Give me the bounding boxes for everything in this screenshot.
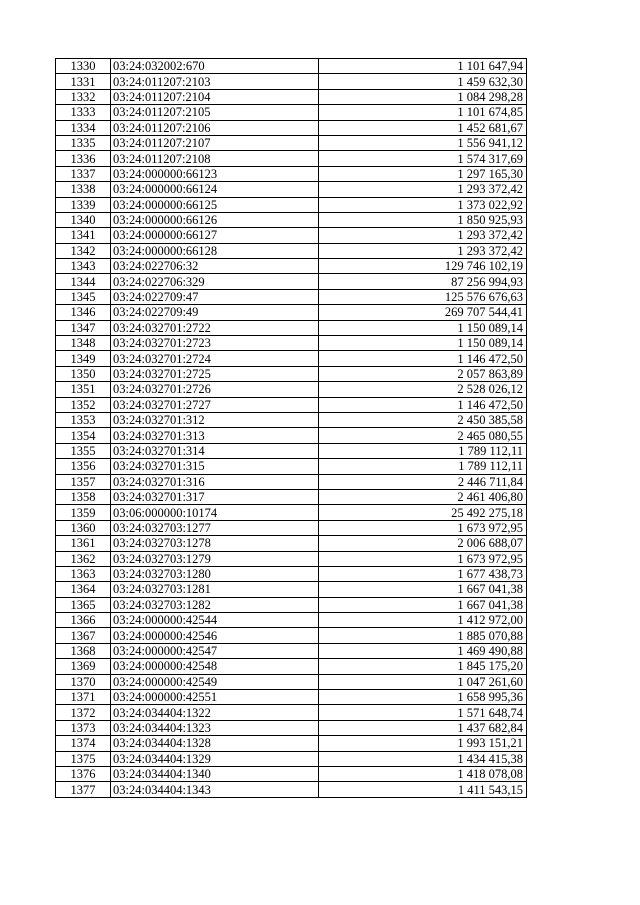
row-number-cell: 1346	[56, 305, 111, 320]
row-number-cell: 1352	[56, 397, 111, 412]
table-row	[56, 351, 527, 366]
row-number-cell: 1366	[56, 613, 111, 628]
cadastral-value-cell: 1 101 674,85	[319, 105, 527, 120]
table-row	[56, 320, 527, 335]
cadastral-number-cell: 03:24:000000:42544	[111, 613, 319, 628]
table-row	[56, 336, 527, 351]
table-row	[56, 412, 527, 427]
cadastral-number-cell: 03:24:000000:66124	[111, 182, 319, 197]
row-number-cell: 1339	[56, 197, 111, 212]
table-row	[56, 166, 527, 181]
row-number-cell: 1334	[56, 120, 111, 135]
cadastral-number-cell: 03:24:011207:2103	[111, 74, 319, 89]
row-number-cell: 1357	[56, 474, 111, 489]
row-number-cell: 1368	[56, 643, 111, 658]
table-row	[56, 197, 527, 212]
table-row	[56, 705, 527, 720]
cadastral-number-cell: 03:24:032703:1281	[111, 582, 319, 597]
row-number-cell: 1333	[56, 105, 111, 120]
row-number-cell: 1377	[56, 782, 111, 797]
cadastral-number-cell: 03:24:000000:42547	[111, 643, 319, 658]
cadastral-value-cell: 1 101 647,94	[319, 59, 527, 74]
cadastral-value-cell: 1 574 317,69	[319, 151, 527, 166]
cadastral-number-cell: 03:24:011207:2106	[111, 120, 319, 135]
row-number-cell: 1354	[56, 428, 111, 443]
cadastral-number-cell: 03:24:032701:315	[111, 459, 319, 474]
row-number-cell: 1351	[56, 382, 111, 397]
cadastral-value-cell: 1 373 022,92	[319, 197, 527, 212]
row-number-cell: 1373	[56, 720, 111, 735]
cadastral-number-cell: 03:24:032701:2723	[111, 336, 319, 351]
cadastral-number-cell: 03:24:032703:1278	[111, 536, 319, 551]
cadastral-value-cell: 1 571 648,74	[319, 705, 527, 720]
cadastral-value-cell: 1 885 070,88	[319, 628, 527, 643]
row-number-cell: 1335	[56, 135, 111, 150]
table-row	[56, 520, 527, 535]
cadastral-value-cell: 1 150 089,14	[319, 336, 527, 351]
cadastral-value-cell: 2 461 406,80	[319, 489, 527, 504]
cadastral-number-cell: 03:24:032701:313	[111, 428, 319, 443]
table-row	[56, 628, 527, 643]
cadastral-number-cell: 03:24:000000:66123	[111, 166, 319, 181]
cadastral-value-cell: 1 146 472,50	[319, 397, 527, 412]
cadastral-value-cell: 1 993 151,21	[319, 736, 527, 751]
cadastral-number-cell: 03:24:022706:329	[111, 274, 319, 289]
table-row	[56, 305, 527, 320]
cadastral-value-cell: 1 789 112,11	[319, 459, 527, 474]
cadastral-number-cell: 03:24:000000:66125	[111, 197, 319, 212]
row-number-cell: 1374	[56, 736, 111, 751]
cadastral-value-cell: 1 658 995,36	[319, 690, 527, 705]
row-number-cell: 1362	[56, 551, 111, 566]
cadastral-number-cell: 03:24:032703:1280	[111, 566, 319, 581]
row-number-cell: 1330	[56, 59, 111, 74]
cadastral-value-cell: 269 707 544,41	[319, 305, 527, 320]
row-number-cell: 1347	[56, 320, 111, 335]
table-row	[56, 536, 527, 551]
table-row	[56, 474, 527, 489]
cadastral-value-cell: 1 667 041,38	[319, 597, 527, 612]
row-number-cell: 1348	[56, 336, 111, 351]
cadastral-value-cell: 25 492 275,18	[319, 505, 527, 520]
row-number-cell: 1358	[56, 489, 111, 504]
table-row	[56, 212, 527, 227]
row-number-cell: 1350	[56, 366, 111, 381]
row-number-cell: 1353	[56, 412, 111, 427]
table-row	[56, 120, 527, 135]
cadastral-value-cell: 2 450 385,58	[319, 412, 527, 427]
row-number-cell: 1369	[56, 659, 111, 674]
cadastral-number-cell: 03:24:000000:66126	[111, 212, 319, 227]
row-number-cell: 1343	[56, 259, 111, 274]
cadastral-value-cell: 1 673 972,95	[319, 551, 527, 566]
cadastral-number-cell: 03:24:032701:312	[111, 412, 319, 427]
cadastral-value-cell: 2 006 688,07	[319, 536, 527, 551]
table-row	[56, 89, 527, 104]
cadastral-value-table	[55, 58, 527, 798]
cadastral-value-cell: 1 293 372,42	[319, 182, 527, 197]
cadastral-number-cell: 03:24:011207:2105	[111, 105, 319, 120]
table-row	[56, 690, 527, 705]
table-row	[56, 489, 527, 504]
row-number-cell: 1355	[56, 443, 111, 458]
cadastral-number-cell: 03:24:011207:2107	[111, 135, 319, 150]
table-row	[56, 659, 527, 674]
cadastral-value-cell: 2 528 026,12	[319, 382, 527, 397]
cadastral-number-cell: 03:24:000000:42546	[111, 628, 319, 643]
cadastral-number-cell: 03:24:032701:2722	[111, 320, 319, 335]
cadastral-number-cell: 03:24:022706:32	[111, 259, 319, 274]
cadastral-value-cell: 1 437 682,84	[319, 720, 527, 735]
cadastral-value-cell: 125 576 676,63	[319, 289, 527, 304]
cadastral-number-cell: 03:24:032703:1279	[111, 551, 319, 566]
row-number-cell: 1359	[56, 505, 111, 520]
table-row	[56, 105, 527, 120]
table-row	[56, 151, 527, 166]
table-row	[56, 582, 527, 597]
row-number-cell: 1345	[56, 289, 111, 304]
cadastral-number-cell: 03:24:022709:49	[111, 305, 319, 320]
row-number-cell: 1331	[56, 74, 111, 89]
row-number-cell: 1344	[56, 274, 111, 289]
cadastral-number-cell: 03:24:032701:316	[111, 474, 319, 489]
cadastral-number-cell: 03:24:034404:1329	[111, 751, 319, 766]
cadastral-value-cell: 1 411 543,15	[319, 782, 527, 797]
table-row	[56, 643, 527, 658]
table-row	[56, 274, 527, 289]
cadastral-value-cell: 2 465 080,55	[319, 428, 527, 443]
table-body	[56, 59, 527, 798]
cadastral-number-cell: 03:24:011207:2108	[111, 151, 319, 166]
table-row	[56, 505, 527, 520]
row-number-cell: 1361	[56, 536, 111, 551]
table-row	[56, 736, 527, 751]
table-row	[56, 720, 527, 735]
cadastral-number-cell: 03:24:032701:2727	[111, 397, 319, 412]
cadastral-value-cell: 1 146 472,50	[319, 351, 527, 366]
row-number-cell: 1370	[56, 674, 111, 689]
table-row	[56, 182, 527, 197]
table-row	[56, 551, 527, 566]
table-row	[56, 751, 527, 766]
cadastral-value-cell: 87 256 994,93	[319, 274, 527, 289]
cadastral-value-cell: 1 667 041,38	[319, 582, 527, 597]
table-row	[56, 228, 527, 243]
table-row	[56, 459, 527, 474]
cadastral-number-cell: 03:24:032701:2725	[111, 366, 319, 381]
row-number-cell: 1372	[56, 705, 111, 720]
table-row	[56, 443, 527, 458]
table-row	[56, 289, 527, 304]
cadastral-value-cell: 2 446 711,84	[319, 474, 527, 489]
table-row	[56, 674, 527, 689]
cadastral-number-cell: 03:24:034404:1323	[111, 720, 319, 735]
table-row	[56, 59, 527, 74]
cadastral-value-cell: 1 150 089,14	[319, 320, 527, 335]
cadastral-value-cell: 2 057 863,89	[319, 366, 527, 381]
row-number-cell: 1375	[56, 751, 111, 766]
table-row	[56, 766, 527, 781]
row-number-cell: 1349	[56, 351, 111, 366]
cadastral-number-cell: 03:24:034404:1343	[111, 782, 319, 797]
row-number-cell: 1336	[56, 151, 111, 166]
row-number-cell: 1364	[56, 582, 111, 597]
cadastral-value-cell: 1 673 972,95	[319, 520, 527, 535]
row-number-cell: 1371	[56, 690, 111, 705]
cadastral-value-cell: 1 418 078,08	[319, 766, 527, 781]
table-row	[56, 382, 527, 397]
table-row	[56, 397, 527, 412]
cadastral-value-cell: 1 845 175,20	[319, 659, 527, 674]
cadastral-number-cell: 03:24:000000:42549	[111, 674, 319, 689]
cadastral-value-cell: 1 469 490,88	[319, 643, 527, 658]
cadastral-number-cell: 03:24:032701:314	[111, 443, 319, 458]
cadastral-number-cell: 03:24:000000:42548	[111, 659, 319, 674]
cadastral-number-cell: 03:24:032703:1277	[111, 520, 319, 535]
cadastral-number-cell: 03:24:034404:1328	[111, 736, 319, 751]
table-row	[56, 428, 527, 443]
cadastral-value-cell: 1 297 165,30	[319, 166, 527, 181]
cadastral-value-cell: 1 459 632,30	[319, 74, 527, 89]
row-number-cell: 1340	[56, 212, 111, 227]
cadastral-value-cell: 1 850 925,93	[319, 212, 527, 227]
cadastral-number-cell: 03:24:000000:66127	[111, 228, 319, 243]
cadastral-number-cell: 03:24:032701:317	[111, 489, 319, 504]
row-number-cell: 1367	[56, 628, 111, 643]
row-number-cell: 1341	[56, 228, 111, 243]
cadastral-value-cell: 1 556 941,12	[319, 135, 527, 150]
cadastral-value-cell: 1 789 112,11	[319, 443, 527, 458]
table-row	[56, 613, 527, 628]
cadastral-number-cell: 03:24:032701:2724	[111, 351, 319, 366]
row-number-cell: 1337	[56, 166, 111, 181]
table-row	[56, 74, 527, 89]
row-number-cell: 1332	[56, 89, 111, 104]
cadastral-number-cell: 03:24:032002:670	[111, 59, 319, 74]
cadastral-value-cell: 1 084 298,28	[319, 89, 527, 104]
cadastral-value-cell: 1 434 415,38	[319, 751, 527, 766]
table-row	[56, 243, 527, 258]
cadastral-number-cell: 03:24:032703:1282	[111, 597, 319, 612]
table-row	[56, 366, 527, 381]
cadastral-number-cell: 03:24:034404:1340	[111, 766, 319, 781]
row-number-cell: 1363	[56, 566, 111, 581]
cadastral-number-cell: 03:24:011207:2104	[111, 89, 319, 104]
cadastral-number-cell: 03:24:000000:42551	[111, 690, 319, 705]
cadastral-number-cell: 03:24:022709:47	[111, 289, 319, 304]
cadastral-value-cell: 1 293 372,42	[319, 228, 527, 243]
row-number-cell: 1376	[56, 766, 111, 781]
table-row	[56, 782, 527, 797]
table-row	[56, 135, 527, 150]
cadastral-number-cell: 03:24:034404:1322	[111, 705, 319, 720]
cadastral-value-cell: 1 412 972,00	[319, 613, 527, 628]
cadastral-value-cell: 129 746 102,19	[319, 259, 527, 274]
row-number-cell: 1365	[56, 597, 111, 612]
row-number-cell: 1342	[56, 243, 111, 258]
row-number-cell: 1356	[56, 459, 111, 474]
cadastral-value-cell: 1 047 261,60	[319, 674, 527, 689]
cadastral-value-cell: 1 293 372,42	[319, 243, 527, 258]
table-row	[56, 259, 527, 274]
cadastral-number-cell: 03:06:000000:10174	[111, 505, 319, 520]
row-number-cell: 1360	[56, 520, 111, 535]
table-row	[56, 597, 527, 612]
row-number-cell: 1338	[56, 182, 111, 197]
cadastral-number-cell: 03:24:032701:2726	[111, 382, 319, 397]
cadastral-value-cell: 1 677 438,73	[319, 566, 527, 581]
cadastral-number-cell: 03:24:000000:66128	[111, 243, 319, 258]
table-row	[56, 566, 527, 581]
cadastral-value-cell: 1 452 681,67	[319, 120, 527, 135]
